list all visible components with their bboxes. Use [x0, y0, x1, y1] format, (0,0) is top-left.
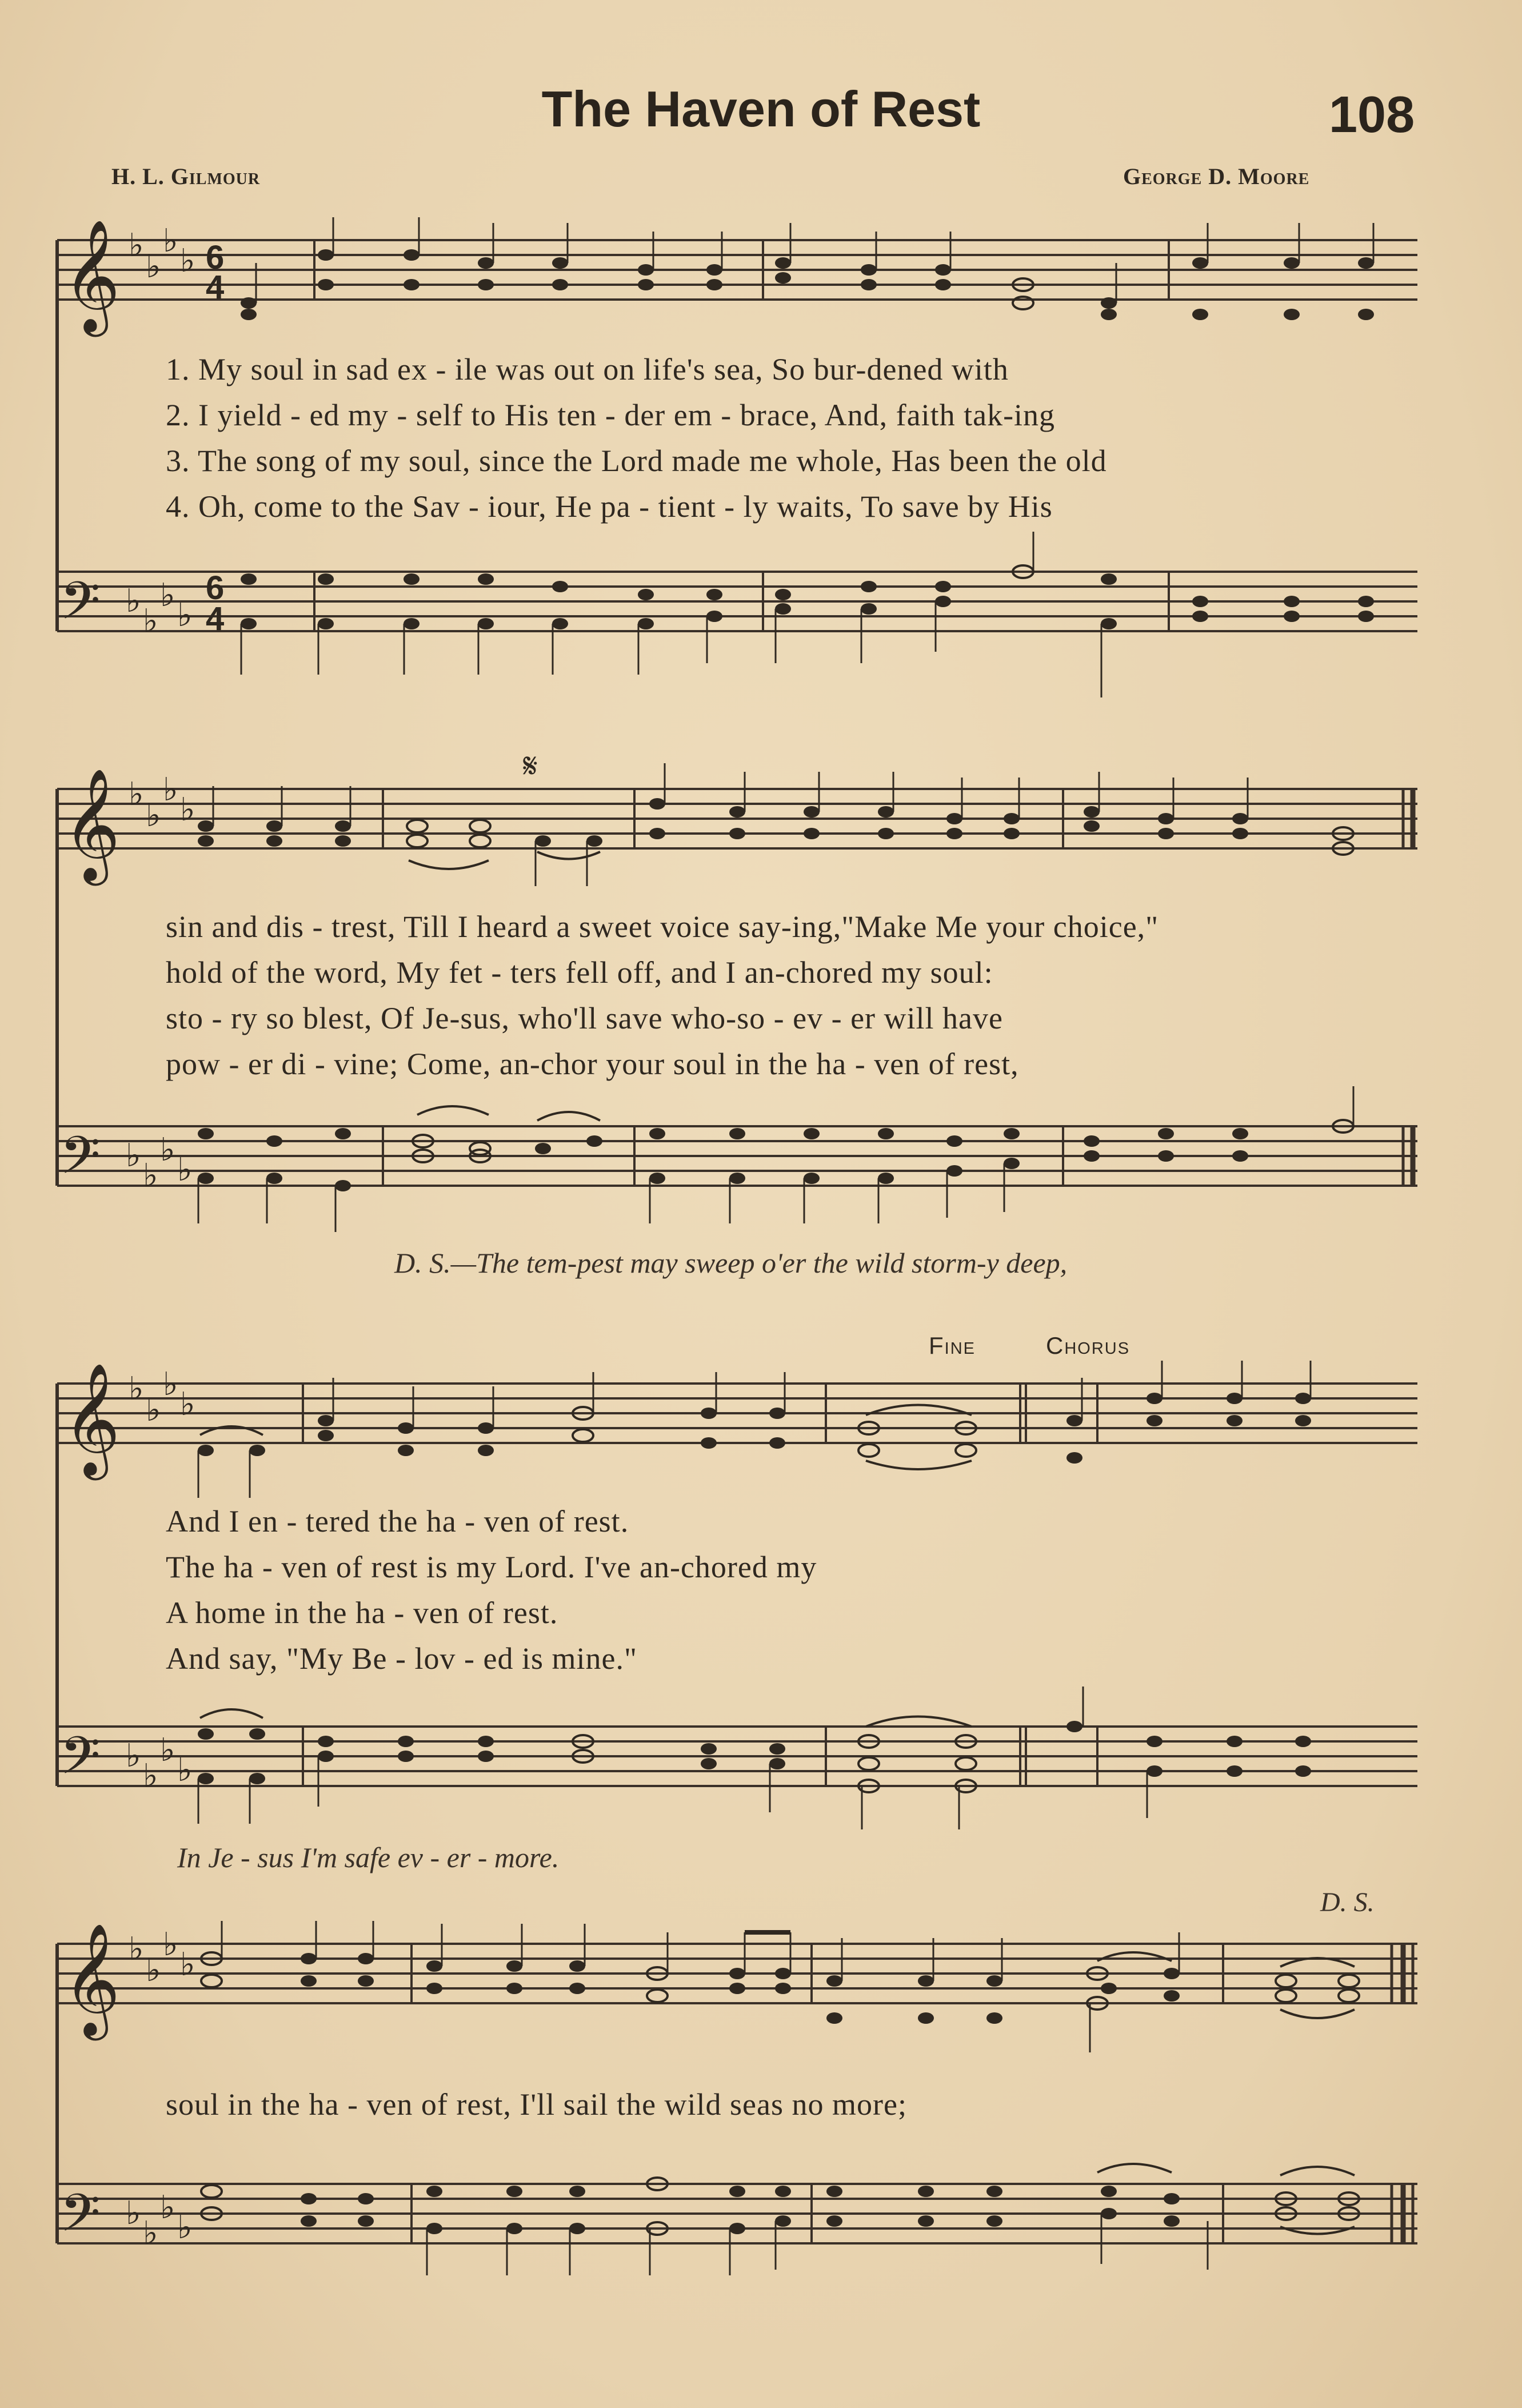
svg-text:𝄞: 𝄞	[63, 768, 121, 881]
svg-text:♭: ♭	[180, 1386, 195, 1423]
svg-text:6: 6	[206, 569, 225, 607]
svg-text:♭: ♭	[143, 2215, 158, 2252]
svg-text:♭: ♭	[160, 577, 175, 614]
verse-1-line-3: And I en - tered the ha - ven of rest.	[166, 1504, 629, 1538]
svg-text:6: 6	[206, 239, 225, 276]
svg-text:♭: ♭	[163, 1366, 178, 1403]
fine-marker: Fine	[929, 1332, 976, 1359]
svg-text:4: 4	[206, 269, 225, 306]
verse-2-line-2: hold of the word, My fet - ters fell off, and I an-chored my soul:	[166, 955, 993, 990]
svg-text:♭: ♭	[146, 1392, 161, 1429]
svg-text:♭: ♭	[177, 597, 193, 634]
hymn-title: The Haven of Rest	[541, 81, 981, 137]
svg-text:♭: ♭	[160, 1732, 175, 1769]
hymn-number: 108	[1329, 86, 1415, 143]
music-system-4	[34, 1921, 1429, 2401]
verse-3-line-3: A home in the ha - ven of rest.	[166, 1596, 558, 1630]
svg-text:♭: ♭	[177, 2209, 193, 2246]
svg-text:♭: ♭	[129, 227, 144, 264]
svg-text:♭: ♭	[129, 1370, 144, 1408]
svg-text:♭: ♭	[129, 1931, 144, 1968]
ds-lyric-line-1: D. S.—The tem-pest may sweep o'er the wild storm-y deep,	[394, 1247, 1068, 1279]
ds-lyric-line-2: In Je - sus I'm safe ev - er - more.	[177, 1841, 560, 1873]
author-credit: H. L. Gilmour	[111, 164, 261, 189]
svg-text:♭: ♭	[143, 1757, 158, 1795]
svg-text:𝄢: 𝄢	[60, 571, 101, 644]
verse-2-line-1: 2. I yield - ed my - self to His ten - der em - brace, And, faith tak-ing	[166, 398, 1056, 432]
svg-text:♭: ♭	[180, 791, 195, 828]
svg-text:♭: ♭	[160, 2189, 175, 2226]
svg-text:♭: ♭	[126, 1737, 141, 1775]
svg-text:𝄢: 𝄢	[60, 1725, 101, 1799]
svg-text:♭: ♭	[177, 1151, 193, 1189]
svg-text:♭: ♭	[146, 1952, 161, 1989]
svg-text:4: 4	[206, 600, 225, 637]
verse-1-line-1: 1. My soul in sad ex - ile was out on life's sea, So bur-dened with	[166, 352, 1009, 386]
verse-4-line-2: pow - er di - vine; Come, an-chor your soul in the ha - ven of rest,	[166, 1047, 1019, 1081]
svg-text:♭: ♭	[129, 776, 144, 813]
verse-3-line-2: sto - ry so blest, Of Je-sus, who'll save who-so - ev - er will have	[166, 1001, 1003, 1035]
svg-text:♭: ♭	[163, 222, 178, 260]
verse-1-line-2: sin and dis - trest, Till I heard a sweet voice say-ing,"Make Me your choice,"	[166, 910, 1159, 944]
svg-text:𝄢: 𝄢	[60, 2183, 101, 2256]
svg-text:♭: ♭	[143, 1157, 158, 1194]
svg-text:𝄞: 𝄞	[63, 1362, 121, 1476]
svg-text:♭: ♭	[180, 242, 195, 280]
staff-system-4	[34, 1921, 1429, 2401]
svg-text:𝄢: 𝄢	[60, 1125, 101, 1198]
ds-marker: D. S.	[1320, 1887, 1375, 1917]
svg-text:𝄋: 𝄋	[523, 755, 538, 786]
svg-text:♭: ♭	[126, 1137, 141, 1174]
verse-4-line-3: And say, "My Be - lov - ed is mine."	[166, 1641, 637, 1676]
svg-text:♭: ♭	[126, 583, 141, 620]
svg-text:♭: ♭	[163, 1926, 178, 1963]
svg-text:♭: ♭	[163, 771, 178, 808]
svg-text:♭: ♭	[160, 1131, 175, 1169]
svg-text:𝄞: 𝄞	[63, 1923, 121, 2036]
composer-credit: George D. Moore	[1123, 164, 1310, 189]
chorus-marker: Chorus	[1046, 1332, 1130, 1359]
svg-text:𝄞: 𝄞	[63, 219, 121, 332]
verse-3-line-1: 3. The song of my soul, since the Lord made me whole, Has been the old	[166, 444, 1107, 478]
svg-text:♭: ♭	[180, 1946, 195, 1983]
verse-4-line-1: 4. Oh, come to the Sav - iour, He pa - tient - ly waits, To save by His	[166, 489, 1053, 524]
svg-text:♭: ♭	[143, 603, 158, 640]
chorus-line-final: soul in the ha - ven of rest, I'll sail the wild seas no more;	[166, 2087, 907, 2122]
verse-2-line-3: The ha - ven of rest is my Lord. I've an-chored my	[166, 1550, 817, 1584]
svg-text:♭: ♭	[146, 248, 161, 285]
svg-text:♭: ♭	[177, 1752, 193, 1789]
svg-text:♭: ♭	[146, 797, 161, 834]
svg-text:♭: ♭	[126, 2195, 141, 2232]
